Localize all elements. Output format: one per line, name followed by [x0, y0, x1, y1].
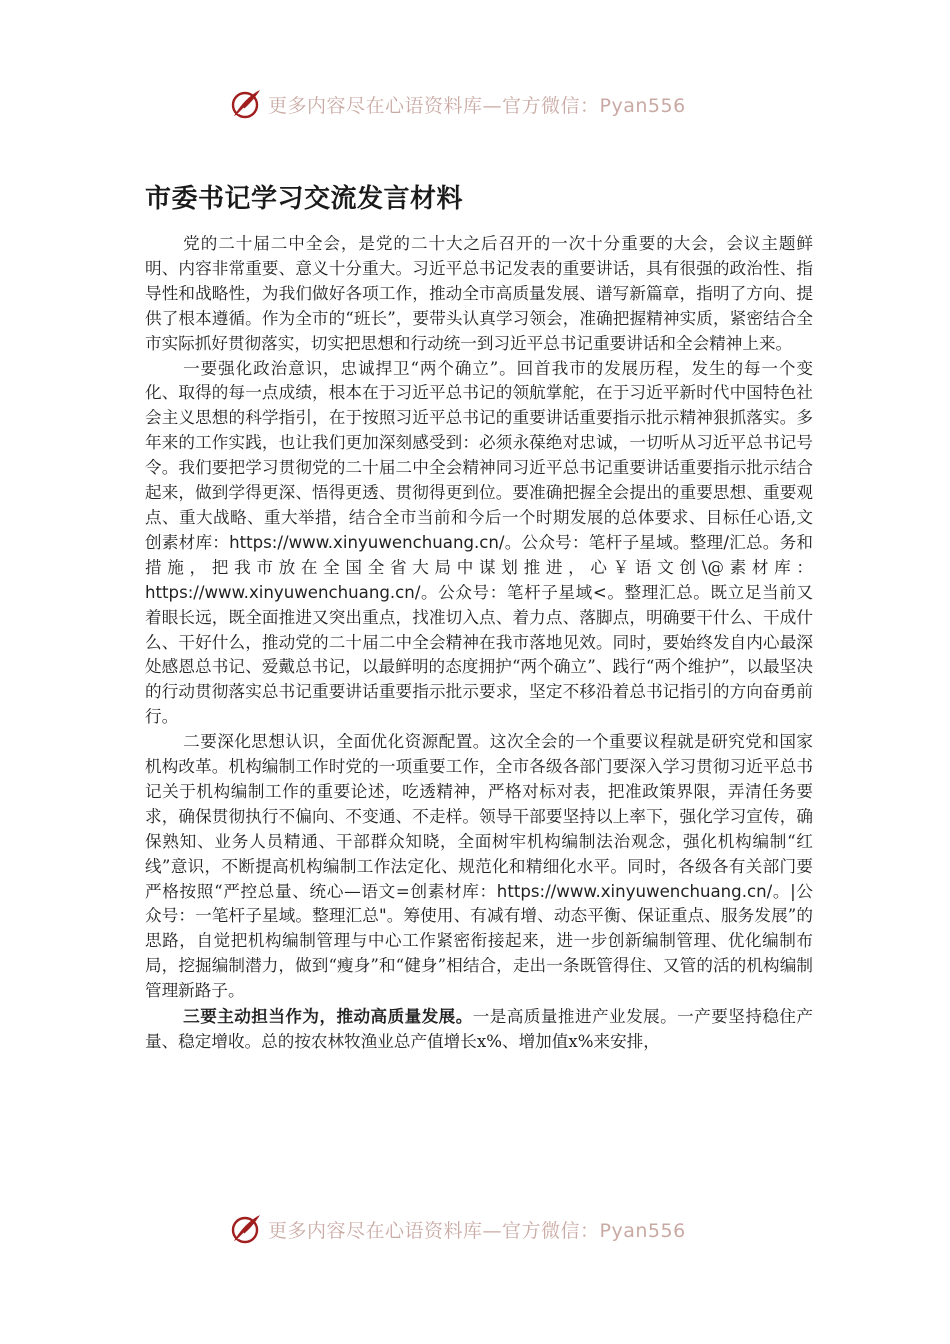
quill-logo-icon	[228, 1211, 264, 1247]
footer-banner	[228, 1209, 748, 1249]
quill-logo-icon	[228, 86, 264, 122]
document-body	[145, 232, 813, 1192]
paragraph-point-two: 二要深化思想认识，全面优化资源配置。这次全会的一个重要议程就是研究党和国家机构改革。机构编制工作时党的一项重要工作，全市各级各部门要深入学习贯彻习近平总书记关于机构编制工作的重要论述，吃透精神，严格对标对表，把准政策界限，弄清任务要求，确保贯彻执行不偏向、不变通、不走样。领导干部要坚持以上率下，强化学习宣传，确保熟知、业务人员精通、干部群众知晓，全面树牢机构编制法治观念，强化机构编制“红线”意识，不断提高机构编制工作法定化、规范化和精细化水平。同时，各级各有关部门要严格按照“严控总量、统心—语文=创素材库：https://www.xinyuwenchuang.cn/。|公众号：一笔杆子星域。整理汇总"。筹使用、有减有增、动态平衡、保证重点、服务发展”的思路，自觉把机构编制管理与中心工作紧密衔接起来，进一步创新编制管理、优化编制布局，挖掘编制潜力，做到“瘦身”和“健身”相结合，走出一条既管得住、又管的活的机构编制管理新路子。	[145, 732, 813, 1001]
footer-wechat-id: Pyan556	[599, 1219, 686, 1242]
footer-banner-text: 更多内容尽在心语资料库—官方微信：Pyan556	[268, 1219, 686, 1242]
document-title: 市委书记学习交流发言材料	[145, 184, 464, 214]
point-three-lead: 三要主动担当作为，推动高质量发展。	[183, 1006, 473, 1027]
banner-text: 更多内容尽在心语资料库—官方微信：Pyan556	[268, 94, 686, 117]
paragraph-point-three: 三要主动担当作为，推动高质量发展。一是高质量推进产业发展。一产要坚持稳住产量、稳定增收。总的按农林牧渔业总产值增长x%、增加值x%来安排，	[145, 1006, 813, 1051]
paragraph-intro: 党的二十届二中全会，是党的二十大之后召开的一次十分重要的大会，会议主题鲜明、内容非常重要、意义十分重大。习近平总书记发表的重要讲话，具有很强的政治性、指导性和战略性，为我们做好各项工作，推动全市高质量发展、谱写新篇章，指明了方向、提供了根本遵循。作为全市的“班长”，要带头认真学习领会，准确把握精神实质，紧密结合全市实际抓好贯彻落实，切实把思想和行动统一到习近平总书记重要讲话和全会精神上来。	[145, 234, 813, 353]
paragraph-point-one: 一要强化政治意识，忠诚捍卫“两个确立”。回首我市的发展历程，发生的每一个变化、取得的每一点成绩，根本在于习近平总书记的领航掌舵，在于习近平新时代中国特色社会主义思想的科学指引，在于按照习近平总书记的重要讲话重要指示批示精神狠抓落实。多年来的工作实践，也让我们更加深刻感受到：必须永葆绝对忠诚，一切听从习近平总书记号令。我们要把学习贯彻党的二十届二中全会精神同习近平总书记重要讲话重要指示批示结合起来，做到学得更深、悟得更透、贯彻得更到位。要准确把握全会提出的重要思想、重要观点、重大战略、重大举措，结合全市当前和今后一个时期发展的总体要求、目标任心语,文创素材库：https://www.xinyuwenchuang.cn/。公众号：笔杆子星域。整理/汇总。务和措施，把我市放在全国全省大局中谋划推进，心￥语文创\@素材库：https://www.xinyuwenchuang.cn/。公众号：笔杆子星域<。整理汇总。既立足当前又着眼长远，既全面推进又突出重点，找准切入点、着力点、落脚点，明确要干什么、干成什么、干好什么，推动党的二十届二中全会精神在我市落地见效。同时，要始终发自内心最深处感恩总书记、爱戴总书记，以最鲜明的态度拥护“两个确立”、践行“两个维护”，以最坚决的行动贯彻落实总书记重要讲话重要指示批示要求，坚定不移沿着总书记指引的方向奋勇前行。	[145, 358, 813, 727]
header-banner	[228, 84, 748, 124]
wechat-id: Pyan556	[599, 94, 686, 117]
